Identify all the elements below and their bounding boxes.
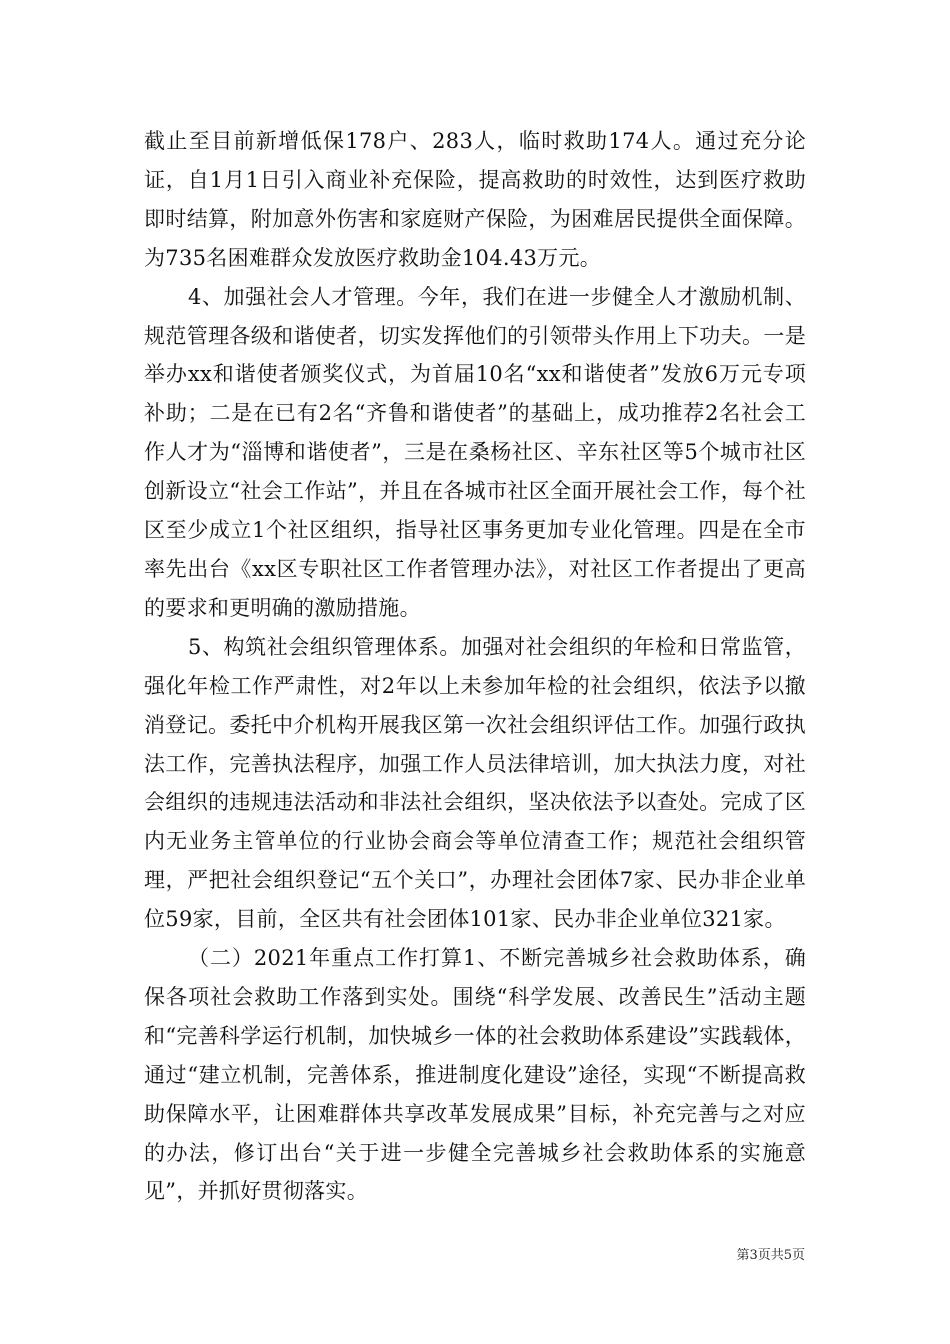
page-number: 第3页共5页 (736, 1248, 805, 1263)
paragraph-talent-management: 4、加强社会人才管理。今年，我们在进一步健全人才激励机制、规范管理各级和谐使者，切实发挥他们的引领带头作用上下功夫。一是举办xx和谐使者颁奖仪式，为首届10名“xx和谐使者”发放6万元专项补助；二是在已有2名“齐鲁和谐使者”的基础上，成功推荐2名社会工作人才为“淄博和谐使者”，三是在桑杨社区、辛东社区等5个城市社区创新设立“社会工作站”，并且在各城市社区全面开展社会工作，每个社区至少成立1个社区组织，指导社区事务更加专业化管理。四是在全市率先出台《xx区专职社区工作者管理办法》，对社区工作者提出了更高的要求和更明确的激励措施。 (144, 284, 806, 620)
paragraph-social-organization: 5、构筑社会组织管理体系。加强对社会组织的年检和日常监管，强化年检工作严肃性，对2年以上未参加年检的社会组织，依法予以撤消登记。委托中介机构开展我区第一次社会组织评估工作。加强行政执法工作，完善执法程序，加强工作人员法律培训，加大执法力度，对社会组织的违规违法活动和非法社会组织，坚决依法予以查处。完成了区内无业务主管单位的行业协会商会等单位清查工作；规范社会组织管理，严把社会组织登记“五个关口”，办理社会团体7家、民办非企业单位59家，目前，全区共有社会团体101家、民办非企业单位321家。 (144, 634, 806, 932)
paragraph-assistance-summary: 截止至目前新增低保178户、283人，临时救助174人。通过充分论证，自1月1日引入商业补充保险，提高救助的时效性，达到医疗救助即时结算，附加意外伤害和家庭财产保险，为困难居民提供全面保障。为735名困难群众发放医疗救助金104.43万元。 (144, 129, 806, 270)
document-body (144, 122, 806, 1211)
paragraph-2021-plan: （二）2021年重点工作打算1、不断完善城乡社会救助体系，确保各项社会救助工作落到实处。围绕“科学发展、改善民生”活动主题和“完善科学运行机制，加快城乡一体的社会救助体系建设”实践载体，通过“建立机制，完善体系，推进制度化建设”途径，实现“不断提高救助保障水平，让困难群体共享改革发展成果”目标，补充完善与之对应的办法，修订出台“关于进一步健全完善城乡社会救助体系的实施意见”，并抓好贯彻落实。 (144, 946, 806, 1204)
